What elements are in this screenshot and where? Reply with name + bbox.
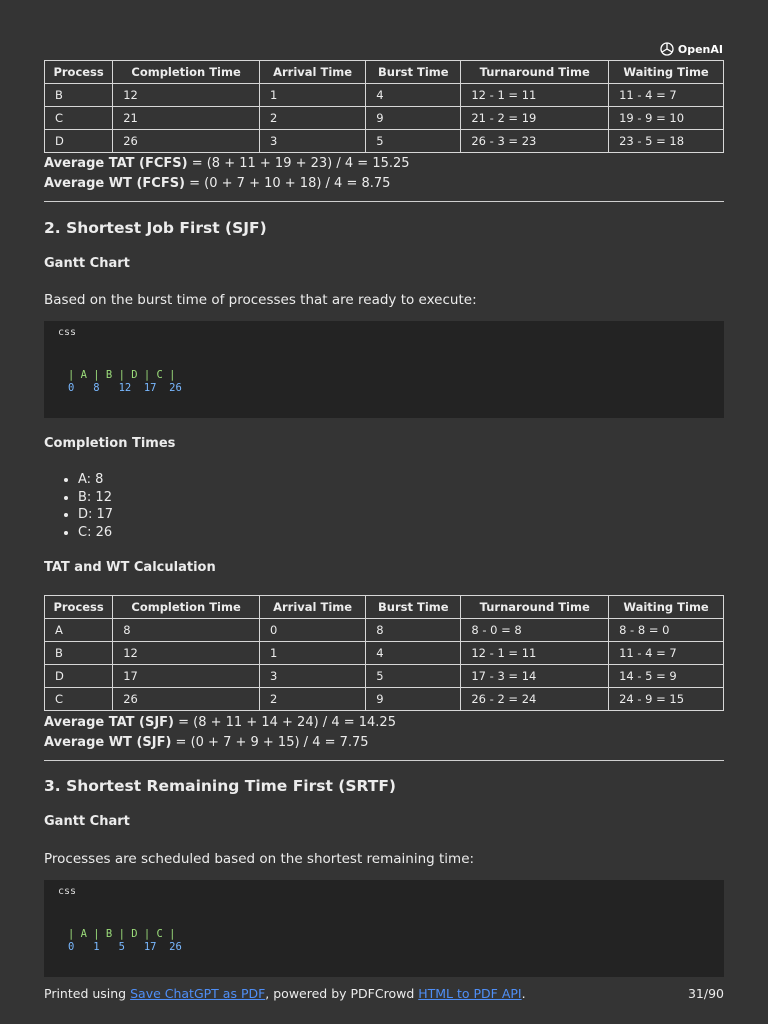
table-row [45,84,724,107]
tat-wt-heading: TAT and WT Calculation [44,560,216,575]
column-header: Turnaround Time [461,61,609,84]
table-cell: 17 - 3 = 14 [461,665,609,688]
table-row [45,619,724,642]
sjf-gantt-heading: Gantt Chart [44,256,130,271]
column-header: Waiting Time [609,596,724,619]
table-cell: 11 - 4 = 7 [609,84,724,107]
page-number: 31/90 [687,986,724,1001]
table-cell: 14 - 5 = 9 [609,665,724,688]
table-cell: B [45,84,113,107]
table-cell: 26 [113,130,260,153]
table-cell: 17 [113,665,260,688]
gantt-time-line: 0 1 5 17 26 [68,941,182,953]
table-cell: 5 [366,130,461,153]
fcfs-average-wt: Average WT (FCFS) = (0 + 7 + 10 + 18) / 4 = 8.75 [44,176,391,191]
save-chatgpt-link[interactable]: Save ChatGPT as PDF [130,986,266,1001]
srtf-gantt-heading: Gantt Chart [44,814,130,829]
table-cell: D [45,665,113,688]
table-cell: 1 [259,642,365,665]
section-divider [44,760,724,761]
table-cell: 0 [259,619,365,642]
table-cell: D [45,130,113,153]
completion-times-heading: Completion Times [44,436,176,451]
html-to-pdf-link[interactable]: HTML to PDF API [418,986,522,1001]
column-header: Arrival Time [259,61,365,84]
table-row [45,688,724,711]
table-header-row [45,61,724,84]
table-cell: 26 - 2 = 24 [461,688,609,711]
sjf-average-wt: Average WT (SJF) = (0 + 7 + 9 + 15) / 4 = 7.75 [44,735,369,750]
table-cell: 19 - 9 = 10 [609,107,724,130]
table-cell: 12 [113,642,260,665]
table-header-row [45,596,724,619]
table-cell: C [45,107,113,130]
code-language: css [58,327,77,338]
fcfs-table [44,60,724,153]
table-cell: 3 [259,130,365,153]
srtf-code-block [44,880,724,977]
column-header: Process [45,61,113,84]
table-cell: 21 - 2 = 19 [461,107,609,130]
table-cell: A [45,619,113,642]
sjf-intro: Based on the burst time of processes that are ready to execute: [44,292,477,308]
column-header: Process [45,596,113,619]
table-cell: 8 - 0 = 8 [461,619,609,642]
table-cell: 8 [113,619,260,642]
sjf-code-block [44,321,724,418]
table-cell: 26 [113,688,260,711]
list-item: • D: 17 [78,506,113,524]
table-cell: 5 [366,665,461,688]
table-row [45,665,724,688]
list-item: • B: 12 [78,489,113,507]
srtf-heading: 3. Shortest Remaining Time First (SRTF) [44,777,397,795]
gantt-bar-line: | A | B | D | C | [68,928,176,940]
sjf-table [44,595,724,711]
table-cell: 8 - 8 = 0 [609,619,724,642]
table-cell: B [45,642,113,665]
section-divider [44,201,724,202]
table-cell: 11 - 4 = 7 [609,642,724,665]
column-header: Arrival Time [259,596,365,619]
table-cell: 21 [113,107,260,130]
openai-logo: OpenAI [659,41,723,57]
completion-times-list [44,471,113,542]
openai-knot-icon [659,41,675,57]
table-cell: 12 [113,84,260,107]
table-cell: 12 - 1 = 11 [461,642,609,665]
table-cell: 26 - 3 = 23 [461,130,609,153]
table-cell: 1 [259,84,365,107]
column-header: Completion Time [113,596,260,619]
table-cell: 8 [366,619,461,642]
table-cell: 2 [259,107,365,130]
table-cell: 12 - 1 = 11 [461,84,609,107]
table-cell: 4 [366,84,461,107]
column-header: Waiting Time [609,61,724,84]
list-item: • C: 26 [78,524,113,542]
table-cell: 2 [259,688,365,711]
column-header: Completion Time [113,61,260,84]
code-language: css [58,886,77,897]
table-cell: 9 [366,688,461,711]
table-cell: 9 [366,107,461,130]
table-row [45,107,724,130]
sjf-average-tat: Average TAT (SJF) = (8 + 11 + 14 + 24) / 4 = 14.25 [44,715,396,730]
table-row [45,130,724,153]
table-cell: 4 [366,642,461,665]
column-header: Burst Time [366,61,461,84]
table-cell: 24 - 9 = 15 [609,688,724,711]
table-cell: C [45,688,113,711]
table-row [45,642,724,665]
fcfs-average-tat: Average TAT (FCFS) = (8 + 11 + 19 + 23) / 4 = 15.25 [44,156,410,171]
gantt-bar-line: | A | B | D | C | [68,369,176,381]
table-cell: 3 [259,665,365,688]
gantt-time-line: 0 8 12 17 26 [68,382,182,394]
table-cell: 23 - 5 = 18 [609,130,724,153]
srtf-intro: Processes are scheduled based on the shortest remaining time: [44,851,475,867]
column-header: Burst Time [366,596,461,619]
print-footer: Printed using Save ChatGPT as PDF, powered by PDFCrowd HTML to PDF API. [44,986,526,1001]
column-header: Turnaround Time [461,596,609,619]
list-item: • A: 8 [78,471,113,489]
sjf-heading: 2. Shortest Job First (SJF) [44,219,267,237]
